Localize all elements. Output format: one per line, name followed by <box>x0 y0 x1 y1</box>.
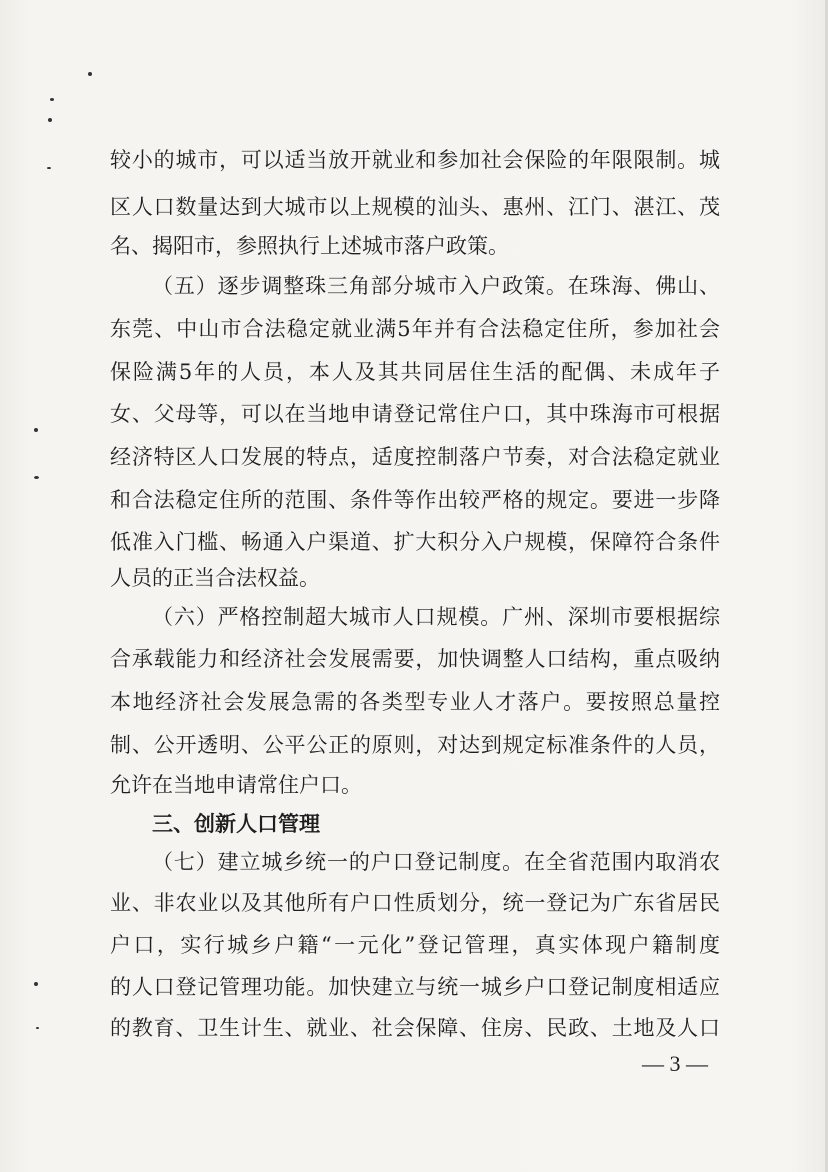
scan-speck <box>34 982 38 986</box>
text-line: 合承载能力和经济社会发展需要，加快调整人口结构，重点吸纳 <box>110 647 720 671</box>
scan-speck <box>36 1027 39 1029</box>
text-line: （七）建立城乡统一的户口登记制度。在全省范围内取消农 <box>152 850 720 874</box>
text-line: （六）严格控制超大城市人口规模。广州、深圳市要根据综 <box>152 605 720 629</box>
text-line: 东莞、中山市合法稳定就业满5年并有合法稳定住所，参加社会 <box>110 317 720 341</box>
text-line: 允许在当地申请常住户口。 <box>110 773 362 797</box>
text-line: 本地经济社会发展急需的各类型专业人才落户。要按照总量控 <box>110 690 720 714</box>
scan-speck <box>50 98 54 101</box>
text-line: 的教育、卫生计生、就业、社会保障、住房、民政、土地及人口 <box>110 1016 720 1040</box>
text-line: 较小的城市，可以适当放开就业和参加社会保险的年限限制。城 <box>110 148 720 172</box>
text-line: 保险满5年的人员，本人及其共同居住生活的配偶、未成年子 <box>110 360 720 384</box>
text-line: 和合法稳定住所的范围、条件等作出较严格的规定。要进一步降 <box>110 488 720 512</box>
scan-speck <box>47 167 51 169</box>
text-line: 户口，实行城乡户籍“一元化”登记管理，真实体现户籍制度 <box>110 933 720 957</box>
text-line: 名、揭阳市，参照执行上述城市落户政策。 <box>110 234 509 258</box>
text-line: 业、非农业以及其他所有户口性质划分，统一登记为广东省居民 <box>110 891 720 915</box>
section-heading: 三、创新人口管理 <box>152 812 320 836</box>
scan-speck <box>48 118 52 122</box>
scan-speck <box>88 72 92 76</box>
text-line: 制、公开透明、公平公正的原则，对达到规定标准条件的人员， <box>110 733 720 757</box>
page-number: — 3 — <box>642 1051 708 1076</box>
text-line: （五）逐步调整珠三角部分城市入户政策。在珠海、佛山、 <box>152 274 720 298</box>
text-line: 经济特区人口发展的特点，适度控制落户节奏，对合法稳定就业 <box>110 445 720 469</box>
text-line: 区人口数量达到大城市以上规模的汕头、惠州、江门、湛江、茂 <box>110 195 720 219</box>
text-line: 低准入门槛、畅通入户渠道、扩大积分入户规模，保障符合条件 <box>110 530 720 554</box>
text-line: 人员的正当合法权益。 <box>110 566 320 590</box>
scan-speck <box>34 428 38 432</box>
text-line: 的人口登记管理功能。加快建立与统一城乡户口登记制度相适应 <box>110 975 720 999</box>
scan-speck <box>34 476 39 479</box>
text-line: 女、父母等，可以在当地申请登记常住户口，其中珠海市可根据 <box>110 402 720 426</box>
